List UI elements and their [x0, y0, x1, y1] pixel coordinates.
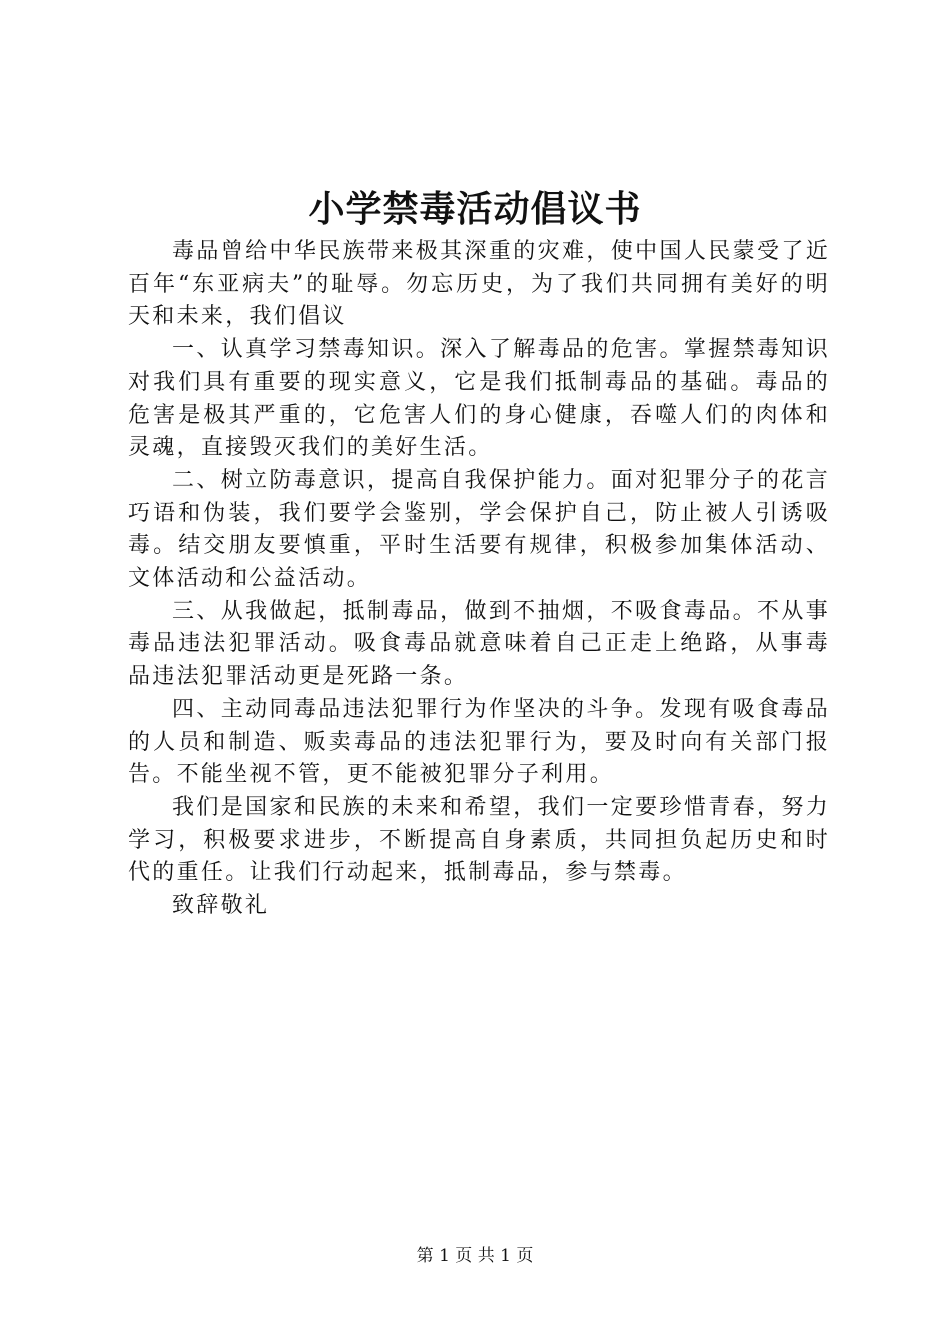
proposal-3-paragraph: 三、从我做起，抵制毒品，做到不抽烟，不吸食毒品。不从事毒品违法犯罪活动。吸食毒品就意味着自己正走上绝路，从事毒品违法犯罪活动更是死路一条。	[128, 598, 830, 690]
proposal-4-paragraph: 四、主动同毒品违法犯罪行为作坚决的斗争。发现有吸食毒品的人员和制造、贩卖毒品的违法犯罪行为，要及时向有关部门报告。不能坐视不管，更不能被犯罪分子利用。	[128, 696, 830, 788]
closing-salutation: 致辞敬礼	[172, 893, 270, 919]
conclusion-paragraph: 我们是国家和民族的未来和希望，我们一定要珍惜青春，努力学习，积极要求进步，不断提高自身素质，共同担负起历史和时代的重任。让我们行动起来，抵制毒品，参与禁毒。	[128, 794, 830, 886]
page-number-footer: 第 1 页 共 1 页	[416, 1246, 534, 1266]
proposal-2-paragraph: 二、树立防毒意识，提高自我保护能力。面对犯罪分子的花言巧语和伪装，我们要学会鉴别，学会保护自己，防止被人引诱吸毒。结交朋友要慎重，平时生活要有规律，积极参加集体活动、文体活动和公益活动。	[128, 467, 830, 592]
proposal-1-paragraph: 一、认真学习禁毒知识。深入了解毒品的危害。掌握禁毒知识对我们具有重要的现实意义，它是我们抵制毒品的基础。毒品的危害是极其严重的，它危害人们的身心健康，吞噬人们的肉体和灵魂，直接毁灭我们的美好生活。	[128, 337, 830, 461]
document-body	[128, 236, 830, 923]
document-title: 小学禁毒活动倡议书	[308, 189, 642, 230]
intro-paragraph: 毒品曾给中华民族带来极其深重的灾难，使中国人民蒙受了近百年“东亚病夫”的耻辱。勿忘历史，为了我们共同拥有美好的明天和未来，我们倡议	[128, 239, 830, 330]
